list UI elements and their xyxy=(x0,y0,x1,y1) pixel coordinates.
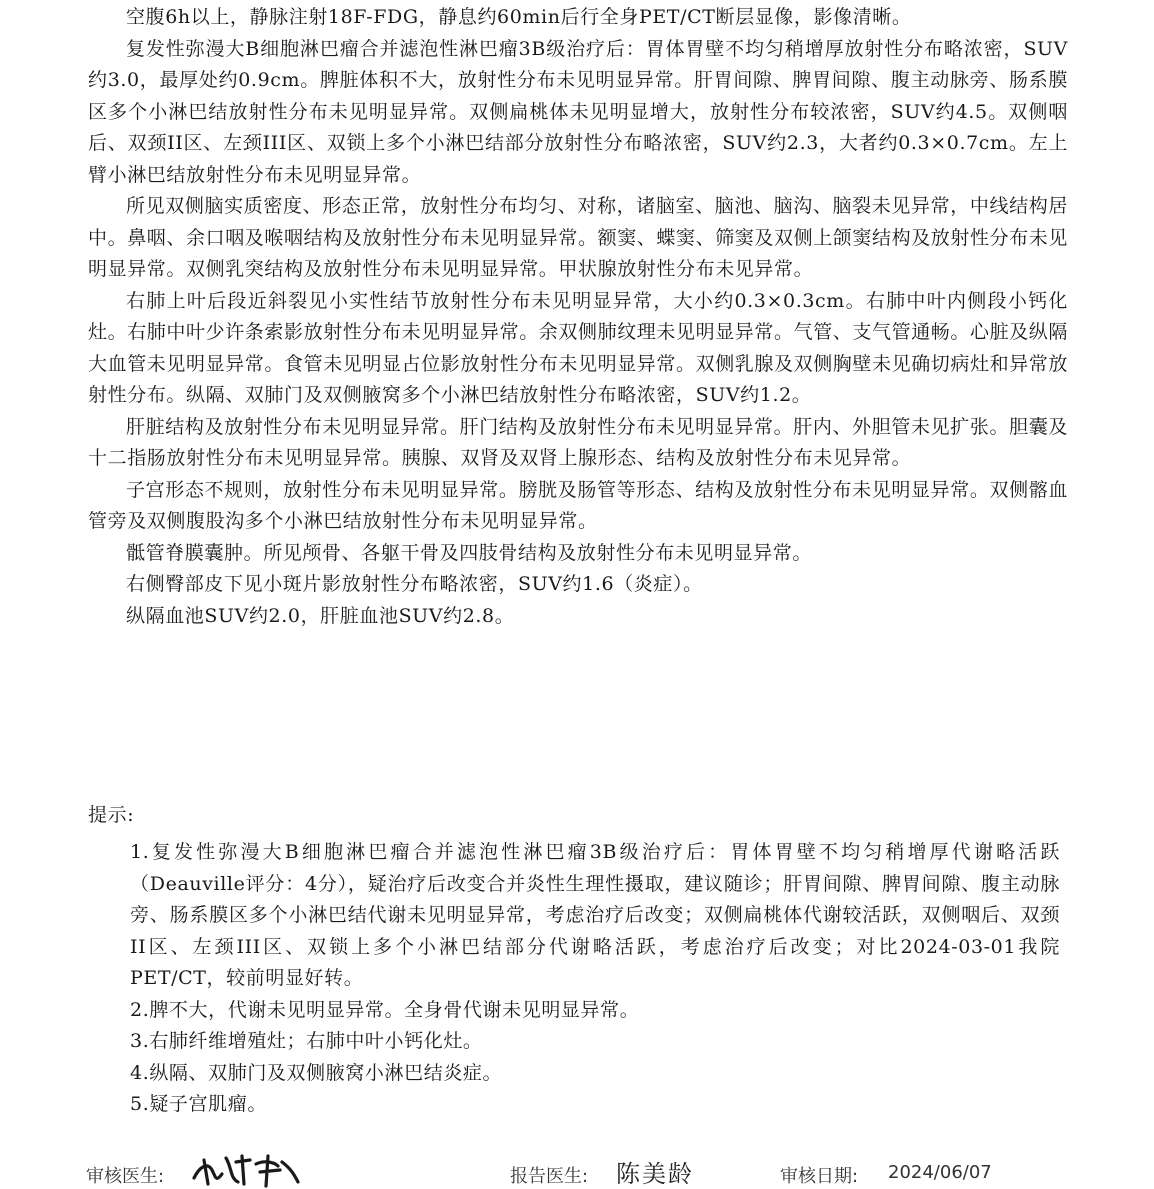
hint-item: 5.疑子宫肌瘤。 xyxy=(130,1093,267,1115)
hint-item: 1.复发性弥漫大B细胞淋巴瘤合并滤泡性淋巴瘤3B级治疗后：胃体胃壁不均匀稍增厚代谢略活跃（Deauville评分：4分），疑治疗后改变合并炎性生理性摄取，建议随诊；肝胃间隙、脾胃间隙、腹主动脉旁、肠系膜区多个小淋巴结代谢未见明显异常，考虑治疗后改变；双侧扁桃体代谢较活跃，双侧咽后、双颈II区、左颈III区、双锁上多个小淋巴结部分代谢略活跃，考虑治疗后改变；对比2024-03-01我院PET/CT，较前明显好转。 xyxy=(130,841,1060,989)
reviewer-signature xyxy=(186,1148,306,1188)
findings-paragraph: 右侧臀部皮下见小斑片影放射性分布略浓密，SUV约1.6（炎症）。 xyxy=(126,573,703,595)
hints-section xyxy=(130,837,1060,1121)
report-footer xyxy=(86,1150,1146,1188)
findings-paragraph: 复发性弥漫大B细胞淋巴瘤合并滤泡性淋巴瘤3B级治疗后：胃体胃壁不均匀稍增厚放射性分布略浓密，SUV约3.0，最厚处约0.9cm。脾脏体积不大，放射性分布未见明显异常。肝胃间隙、脾胃间隙、腹主动脉旁、肠系膜区多个小淋巴结放射性分布未见明显异常。双侧扁桃体未见明显增大，放射性分布较浓密，SUV约4.5。双侧咽后、双颈II区、左颈III区、双锁上多个小淋巴结部分放射性分布略浓密，SUV约2.3，大者约0.3×0.7cm。左上臂小淋巴结放射性分布未见明显异常。 xyxy=(88,37,1068,186)
findings-paragraph: 肝脏结构及放射性分布未见明显异常。肝门结构及放射性分布未见明显异常。肝内、外胆管未见扩张。胆囊及十二指肠放射性分布未见明显异常。胰腺、双肾及双肾上腺形态、结构及放射性分布未见异常。 xyxy=(88,415,1068,469)
reporter-label: 报告医生: xyxy=(510,1166,589,1187)
hint-item: 3.右肺纤维增殖灶；右肺中叶小钙化灶。 xyxy=(130,1030,483,1052)
findings-paragraph: 骶管脊膜囊肿。所见颅骨、各躯干骨及四肢骨结构及放射性分布未见明显异常。 xyxy=(126,541,813,564)
hint-heading: 提示: xyxy=(88,804,135,826)
findings-paragraph: 右肺上叶后段近斜裂见小实性结节放射性分布未见明显异常，大小约0.3×0.3cm。右肺中叶内侧段小钙化灶。右肺中叶少许条索影放射性分布未见明显异常。余双侧肺纹理未见明显异常。气管、支气管通畅。心脏及纵隔大血管未见明显异常。食管未见明显占位影放射性分布未见明显异常。双侧乳腺及双侧胸壁未见确切病灶和异常放射性分布。纵隔、双肺门及双侧腋窝多个小淋巴结放射性分布略浓密，SUV约1.2。 xyxy=(88,289,1069,406)
reviewer-label: 审核医生: xyxy=(86,1166,165,1187)
findings-paragraph: 子宫形态不规则，放射性分布未见明显异常。膀胱及肠管等形态、结构及放射性分布未见明显异常。双侧髂血管旁及双侧腹股沟多个小淋巴结放射性分布未见明显异常。 xyxy=(88,478,1068,532)
findings-section xyxy=(88,2,1068,632)
hint-item: 4.纵隔、双肺门及双侧腋窝小淋巴结炎症。 xyxy=(130,1061,503,1084)
review-date-label: 审核日期: xyxy=(780,1166,859,1187)
findings-paragraph: 空腹6h以上，静脉注射18F-FDG，静息约60min后行全身PET/CT断层显像，影像清晰。 xyxy=(126,6,912,28)
hint-item: 2.脾不大，代谢未见明显异常。全身骨代谢未见明显异常。 xyxy=(130,998,640,1021)
findings-paragraph: 纵隔血池SUV约2.0，肝脏血池SUV约2.8。 xyxy=(126,604,515,627)
reporter-name: 陈美龄 xyxy=(616,1160,694,1188)
findings-paragraph: 所见双侧脑实质密度、形态正常，放射性分布均匀、对称，诸脑室、脑池、脑沟、脑裂未见异常，中线结构居中。鼻咽、余口咽及喉咽结构及放射性分布未见明显异常。额窦、蝶窦、筛窦及双侧上颌窦结构及放射性分布未见明显异常。双侧乳突结构及放射性分布未见明显异常。甲状腺放射性分布未见异常。 xyxy=(88,195,1069,280)
review-date: 2024/06/07 xyxy=(888,1162,992,1183)
